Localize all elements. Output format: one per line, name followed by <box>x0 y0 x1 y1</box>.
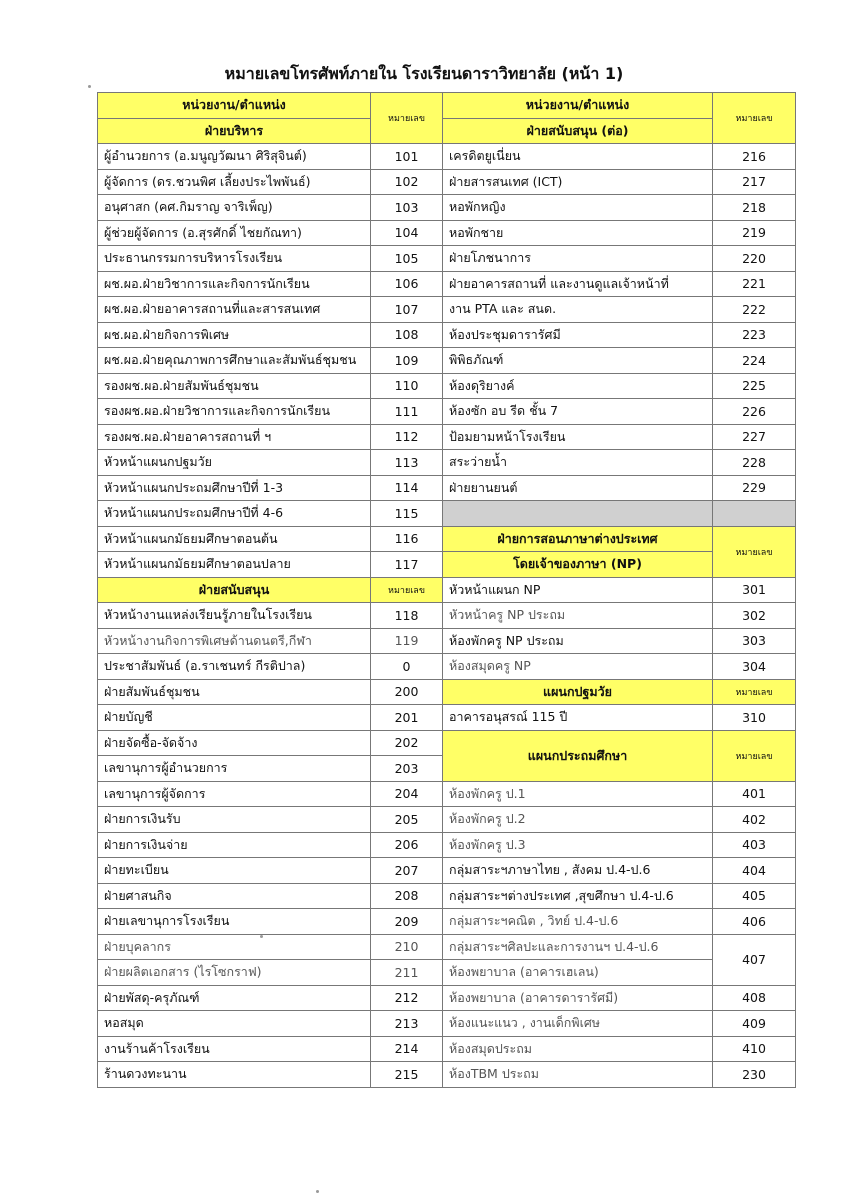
phone-number: 302 <box>713 603 796 629</box>
unit-name: ฝ่ายผลิตเอกสาร (ไรโซกราฟ) <box>98 960 371 986</box>
phone-number: 112 <box>371 424 443 450</box>
table-row <box>98 220 796 246</box>
header-number: หมายเลข <box>713 93 796 144</box>
unit-name: สระว่ายน้ำ <box>443 450 713 476</box>
section-title: ฝ่ายการสอนภาษาต่างประเทศ <box>443 526 713 552</box>
table-row <box>98 322 796 348</box>
table-row <box>98 1062 796 1088</box>
header-unit: หน่วยงาน/ตำแหน่ง <box>443 93 713 119</box>
table-row <box>98 144 796 170</box>
unit-name: อาคารอนุสรณ์ 115 ปี <box>443 705 713 731</box>
phone-number: 409 <box>713 1011 796 1037</box>
table-row <box>98 552 796 578</box>
phone-number: 223 <box>713 322 796 348</box>
unit-name: ฝ่ายทะเบียน <box>98 858 371 884</box>
table-row <box>98 577 796 603</box>
table-row <box>98 934 796 960</box>
unit-name: รองผช.ผอ.ฝ่ายอาคารสถานที่ ฯ <box>98 424 371 450</box>
unit-name: ฝ่ายบุคลากร <box>98 934 371 960</box>
blank-cell <box>443 501 713 527</box>
header-number: หมายเลข <box>371 93 443 144</box>
phone-number: 103 <box>371 195 443 221</box>
phone-number: 227 <box>713 424 796 450</box>
unit-name: เลขานุการผู้จัดการ <box>98 781 371 807</box>
phone-number: 226 <box>713 399 796 425</box>
phone-number: 0 <box>371 654 443 680</box>
unit-name: ผช.ผอ.ฝ่ายวิชาการและกิจการนักเรียน <box>98 271 371 297</box>
unit-name: ร้านดวงทะนาน <box>98 1062 371 1088</box>
unit-name: พิพิธภัณฑ์ <box>443 348 713 374</box>
table-row <box>98 603 796 629</box>
blank-cell <box>713 501 796 527</box>
section-title: ฝ่ายบริหาร <box>98 118 371 144</box>
page-title: หมายเลขโทรศัพท์ภายใน โรงเรียนดาราวิทยาลัย (หน้า 1) <box>224 64 624 83</box>
unit-name: กลุ่มสาระฯต่างประเทศ ,สุขศึกษา ป.4-ป.6 <box>443 883 713 909</box>
table-row <box>98 93 796 119</box>
phone-number: 117 <box>371 552 443 578</box>
table-row <box>98 628 796 654</box>
unit-name: ห้องสมุดครู NP <box>443 654 713 680</box>
unit-name: รองผช.ผอ.ฝ่ายวิชาการและกิจการนักเรียน <box>98 399 371 425</box>
unit-name: ฝ่ายเลขานุการโรงเรียน <box>98 909 371 935</box>
unit-name: หัวหน้าแผนกมัธยมศึกษาตอนปลาย <box>98 552 371 578</box>
phone-number: 304 <box>713 654 796 680</box>
unit-name: เครดิตยูเนี่ยน <box>443 144 713 170</box>
phone-number: 407 <box>713 934 796 985</box>
unit-name: งานร้านค้าโรงเรียน <box>98 1036 371 1062</box>
phone-number: 109 <box>371 348 443 374</box>
phone-number: 402 <box>713 807 796 833</box>
unit-name: ผู้จัดการ (ดร.ชวนพิศ เลี้ยงประไพพันธ์) <box>98 169 371 195</box>
unit-name: หัวหน้าครู NP ประถม <box>443 603 713 629</box>
phone-number: 229 <box>713 475 796 501</box>
section-title: ฝ่ายสนับสนุน (ต่อ) <box>443 118 713 144</box>
phone-number: 211 <box>371 960 443 986</box>
unit-name: หอพักหญิง <box>443 195 713 221</box>
unit-name: ผช.ผอ.ฝ่ายคุณภาพการศึกษาและสัมพันธ์ชุมชน <box>98 348 371 374</box>
unit-name: ห้องดุริยางค์ <box>443 373 713 399</box>
unit-name: ฝ่ายสารสนเทศ (ICT) <box>443 169 713 195</box>
header-number: หมายเลข <box>713 679 796 705</box>
phone-number: 205 <box>371 807 443 833</box>
phone-number: 210 <box>371 934 443 960</box>
phone-number: 107 <box>371 297 443 323</box>
unit-name: ฝ่ายโภชนาการ <box>443 246 713 272</box>
phone-number: 225 <box>713 373 796 399</box>
phone-number: 119 <box>371 628 443 654</box>
header-number: หมายเลข <box>371 577 443 603</box>
section-title: แผนกปฐมวัย <box>443 679 713 705</box>
unit-name: ฝ่ายพัสดุ-ครุภัณฑ์ <box>98 985 371 1011</box>
unit-name: ห้องพักครู NP ประถม <box>443 628 713 654</box>
unit-name: หัวหน้าแผนกมัธยมศึกษาตอนต้น <box>98 526 371 552</box>
table-row <box>98 654 796 680</box>
unit-name: ห้องพักครู ป.1 <box>443 781 713 807</box>
phone-number: 116 <box>371 526 443 552</box>
phone-number: 221 <box>713 271 796 297</box>
phone-number: 115 <box>371 501 443 527</box>
unit-name: ห้องพยาบาล (อาคารดารารัศมี) <box>443 985 713 1011</box>
table-row <box>98 399 796 425</box>
table-row <box>98 450 796 476</box>
unit-name: หัวหน้าแผนกประถมศึกษาปีที่ 4-6 <box>98 501 371 527</box>
unit-name: ผู้ช่วยผู้จัดการ (อ.สุรศักดิ์ ไชยกัณทา) <box>98 220 371 246</box>
phone-number: 401 <box>713 781 796 807</box>
unit-name: ป้อมยามหน้าโรงเรียน <box>443 424 713 450</box>
phone-number: 208 <box>371 883 443 909</box>
unit-name: ฝ่ายการเงินจ่าย <box>98 832 371 858</box>
phone-number: 204 <box>371 781 443 807</box>
table-row <box>98 246 796 272</box>
table-row <box>98 985 796 1011</box>
unit-name: ห้องTBM ประถม <box>443 1062 713 1088</box>
phone-number: 105 <box>371 246 443 272</box>
table-row <box>98 373 796 399</box>
phone-number: 213 <box>371 1011 443 1037</box>
unit-name: ฝ่ายสัมพันธ์ชุมชน <box>98 679 371 705</box>
table-row <box>98 909 796 935</box>
unit-name: หัวหน้าแผนกปฐมวัย <box>98 450 371 476</box>
phone-number: 201 <box>371 705 443 731</box>
phone-number: 218 <box>713 195 796 221</box>
unit-name: หอสมุด <box>98 1011 371 1037</box>
table-row <box>98 348 796 374</box>
section-title: โดยเจ้าของภาษา (NP) <box>443 552 713 578</box>
phone-number: 301 <box>713 577 796 603</box>
unit-name: อนุศาสก (คศ.กิมราญ จาริเพ็ญ) <box>98 195 371 221</box>
phone-directory-table <box>97 92 796 1088</box>
header-unit: หน่วยงาน/ตำแหน่ง <box>98 93 371 119</box>
phone-number: 228 <box>713 450 796 476</box>
section-title: ฝ่ายสนับสนุน <box>98 577 371 603</box>
phone-number: 209 <box>371 909 443 935</box>
phone-number: 310 <box>713 705 796 731</box>
unit-name: ผช.ผอ.ฝ่ายกิจการพิเศษ <box>98 322 371 348</box>
scan-speck <box>316 1190 319 1193</box>
phone-number: 405 <box>713 883 796 909</box>
table-row <box>98 1011 796 1037</box>
table-row <box>98 705 796 731</box>
phone-number: 406 <box>713 909 796 935</box>
table-row <box>98 807 796 833</box>
phone-number: 102 <box>371 169 443 195</box>
table-row <box>98 1036 796 1062</box>
unit-name: ฝ่ายการเงินรับ <box>98 807 371 833</box>
unit-name: หัวหน้างานกิจการพิเศษด้านดนตรี,กีฬา <box>98 628 371 654</box>
phone-number: 200 <box>371 679 443 705</box>
phone-number: 222 <box>713 297 796 323</box>
scan-speck <box>88 85 91 88</box>
table-row <box>98 297 796 323</box>
unit-name: ฝ่ายยานยนต์ <box>443 475 713 501</box>
unit-name: หัวหน้าแผนก NP <box>443 577 713 603</box>
unit-name: ห้องแนะแนว , งานเด็กพิเศษ <box>443 1011 713 1037</box>
phone-number: 108 <box>371 322 443 348</box>
header-number: หมายเลข <box>713 730 796 781</box>
unit-name: ฝ่ายศาสนกิจ <box>98 883 371 909</box>
table-row <box>98 858 796 884</box>
table-row <box>98 781 796 807</box>
phone-number: 403 <box>713 832 796 858</box>
phone-number: 215 <box>371 1062 443 1088</box>
unit-name: กลุ่มสาระฯศิลปะและการงานฯ ป.4-ป.6 <box>443 934 713 960</box>
phone-number: 212 <box>371 985 443 1011</box>
table-row <box>98 501 796 527</box>
phone-number: 220 <box>713 246 796 272</box>
unit-name: ฝ่ายอาคารสถานที่ และงานดูแลเจ้าหน้าที่ <box>443 271 713 297</box>
table-row <box>98 271 796 297</box>
section-title: แผนกประถมศึกษา <box>443 730 713 781</box>
phone-number: 203 <box>371 756 443 782</box>
unit-name: กลุ่มสาระฯคณิต , วิทย์ ป.4-ป.6 <box>443 909 713 935</box>
table-row <box>98 883 796 909</box>
phone-number: 114 <box>371 475 443 501</box>
unit-name: ห้องพยาบาล (อาคารเฮเลน) <box>443 960 713 986</box>
phone-number: 216 <box>713 144 796 170</box>
phone-number: 113 <box>371 450 443 476</box>
unit-name: ผช.ผอ.ฝ่ายอาคารสถานที่และสารสนเทศ <box>98 297 371 323</box>
table-row <box>98 118 796 144</box>
table-row <box>98 424 796 450</box>
unit-name: ผู้อำนวยการ (อ.มนูญวัฒนา ศิริสุจินต์) <box>98 144 371 170</box>
unit-name: หัวหน้างานแหล่งเรียนรู้ภายในโรงเรียน <box>98 603 371 629</box>
table-row <box>98 960 796 986</box>
phone-number: 202 <box>371 730 443 756</box>
phone-number: 110 <box>371 373 443 399</box>
unit-name: ฝ่ายบัญชี <box>98 705 371 731</box>
unit-name: รองผช.ผอ.ฝ่ายสัมพันธ์ชุมชน <box>98 373 371 399</box>
table-row <box>98 832 796 858</box>
unit-name: ห้องซัก อบ รีด ชั้น 7 <box>443 399 713 425</box>
phone-number: 111 <box>371 399 443 425</box>
phone-number: 303 <box>713 628 796 654</box>
table-row <box>98 679 796 705</box>
table-row <box>98 195 796 221</box>
unit-name: ประชาสัมพันธ์ (อ.ราเชนทร์ กีรติปาล) <box>98 654 371 680</box>
phone-number: 106 <box>371 271 443 297</box>
table-row <box>98 169 796 195</box>
phone-number: 101 <box>371 144 443 170</box>
phone-number: 118 <box>371 603 443 629</box>
phone-number: 230 <box>713 1062 796 1088</box>
phone-number: 217 <box>713 169 796 195</box>
unit-name: งาน PTA และ สนด. <box>443 297 713 323</box>
unit-name: ห้องพักครู ป.3 <box>443 832 713 858</box>
phone-number: 408 <box>713 985 796 1011</box>
unit-name: ห้องสมุดประถม <box>443 1036 713 1062</box>
phone-number: 219 <box>713 220 796 246</box>
phone-number: 104 <box>371 220 443 246</box>
unit-name: ห้องพักครู ป.2 <box>443 807 713 833</box>
unit-name: หอพักชาย <box>443 220 713 246</box>
unit-name: เลขานุการผู้อำนวยการ <box>98 756 371 782</box>
phone-number: 206 <box>371 832 443 858</box>
unit-name: ห้องประชุมดารารัศมี <box>443 322 713 348</box>
unit-name: กลุ่มสาระฯภาษาไทย , สังคม ป.4-ป.6 <box>443 858 713 884</box>
unit-name: หัวหน้าแผนกประถมศึกษาปีที่ 1-3 <box>98 475 371 501</box>
header-number: หมายเลข <box>713 526 796 577</box>
phone-number: 224 <box>713 348 796 374</box>
scan-speck <box>260 935 263 938</box>
phone-number: 214 <box>371 1036 443 1062</box>
phone-number: 404 <box>713 858 796 884</box>
table-row <box>98 526 796 552</box>
table-row <box>98 730 796 756</box>
unit-name: ฝ่ายจัดซื้อ-จัดจ้าง <box>98 730 371 756</box>
table-row <box>98 475 796 501</box>
phone-number: 207 <box>371 858 443 884</box>
unit-name: ประธานกรรมการบริหารโรงเรียน <box>98 246 371 272</box>
phone-number: 410 <box>713 1036 796 1062</box>
